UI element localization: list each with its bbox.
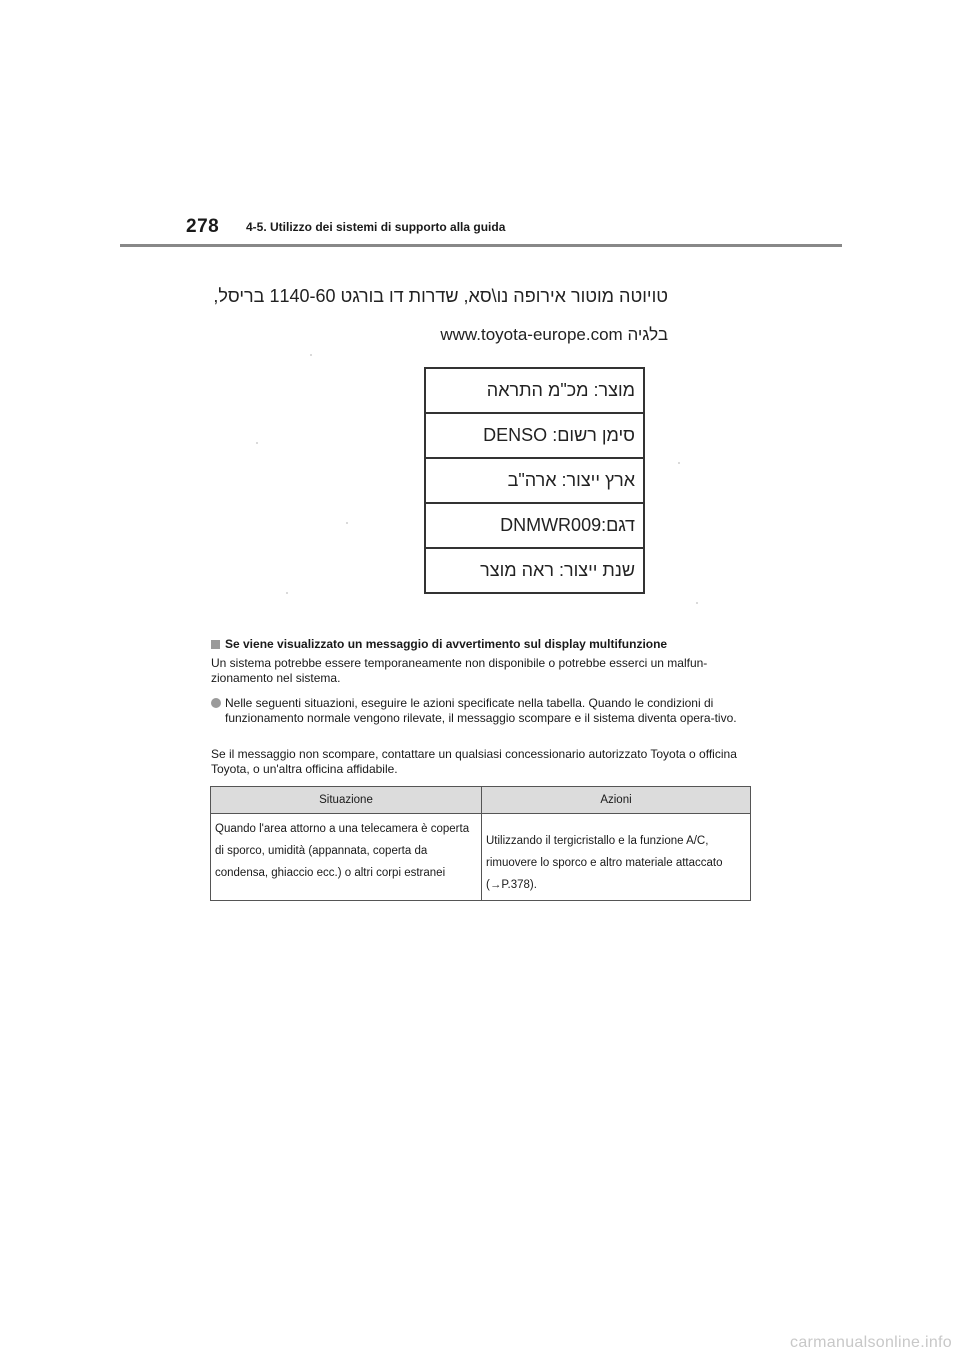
round-bullet-icon — [211, 698, 221, 708]
label-row-year: שנת ייצור: ראה מוצר — [426, 549, 643, 594]
bullet-text: Nelle seguenti situazioni, eseguire le azioni specificate nella tabella. Quando le condizioni di funzionamento normale vengono rilevate, il messaggio scompare e il sistema diventa opera-tivo. — [225, 696, 737, 725]
speckle — [346, 522, 348, 524]
cell-action: Utilizzando il tergicristallo e la funzione A/C, rimuovere lo sporco e altro materiale attaccato (→P.378). — [482, 814, 751, 901]
cell-situation: Quando l'area attorno a una telecamera è coperta di sporco, umidità (appannata, coperta da condensa, ghiaccio ecc.) o altri corpi estranei — [211, 814, 482, 901]
warning-subheading — [211, 637, 667, 651]
label-info-table — [424, 367, 645, 594]
header-rule — [120, 244, 842, 247]
label-row-product: מוצר: מכ"מ התראה — [426, 369, 643, 414]
watermark: carmanualsonline.info — [790, 1334, 952, 1351]
intro-paragraph: Un sistema potrebbe essere temporaneamente non disponibile o potrebbe esserci un malfun-zionamento nel sistema. — [211, 656, 708, 685]
label-address-line: טויוטה מוטור אירופה נו\סא, שדרות דו בורגט 1140-60 בריסל, — [213, 286, 668, 306]
label-row-country: ארץ ייצור: ארה"ב — [426, 459, 643, 504]
label-row-trademark: סימן רשום: DENSO — [426, 414, 643, 459]
section-title: 4-5. Utilizzo dei sistemi di supporto alla guida — [246, 220, 506, 234]
speckle — [696, 602, 698, 604]
subheading-text: Se viene visualizzato un messaggio di avvertimento sul display multifunzione — [225, 637, 668, 651]
label-website-line: בלגיה www.toyota-europe.com — [440, 325, 668, 344]
page-number: 278 — [186, 216, 220, 237]
speckle — [310, 354, 312, 356]
square-bullet-icon — [211, 640, 220, 649]
speckle — [256, 442, 258, 444]
label-row-model: דגם:DNMWR009 — [426, 504, 643, 549]
speckle — [678, 462, 680, 464]
situation-actions-table — [210, 786, 751, 901]
header-situation: Situazione — [211, 787, 482, 814]
table-header-row — [211, 787, 751, 814]
contact-paragraph: Se il messaggio non scompare, contattare un qualsiasi concessionario autorizzato Toyota o officina Toyota, o un'altra officina affidabile. — [211, 747, 737, 776]
table-row — [211, 814, 751, 901]
product-label-image — [213, 272, 718, 620]
header-actions: Azioni — [482, 787, 751, 814]
bullet-item — [211, 696, 756, 726]
speckle — [286, 592, 288, 594]
